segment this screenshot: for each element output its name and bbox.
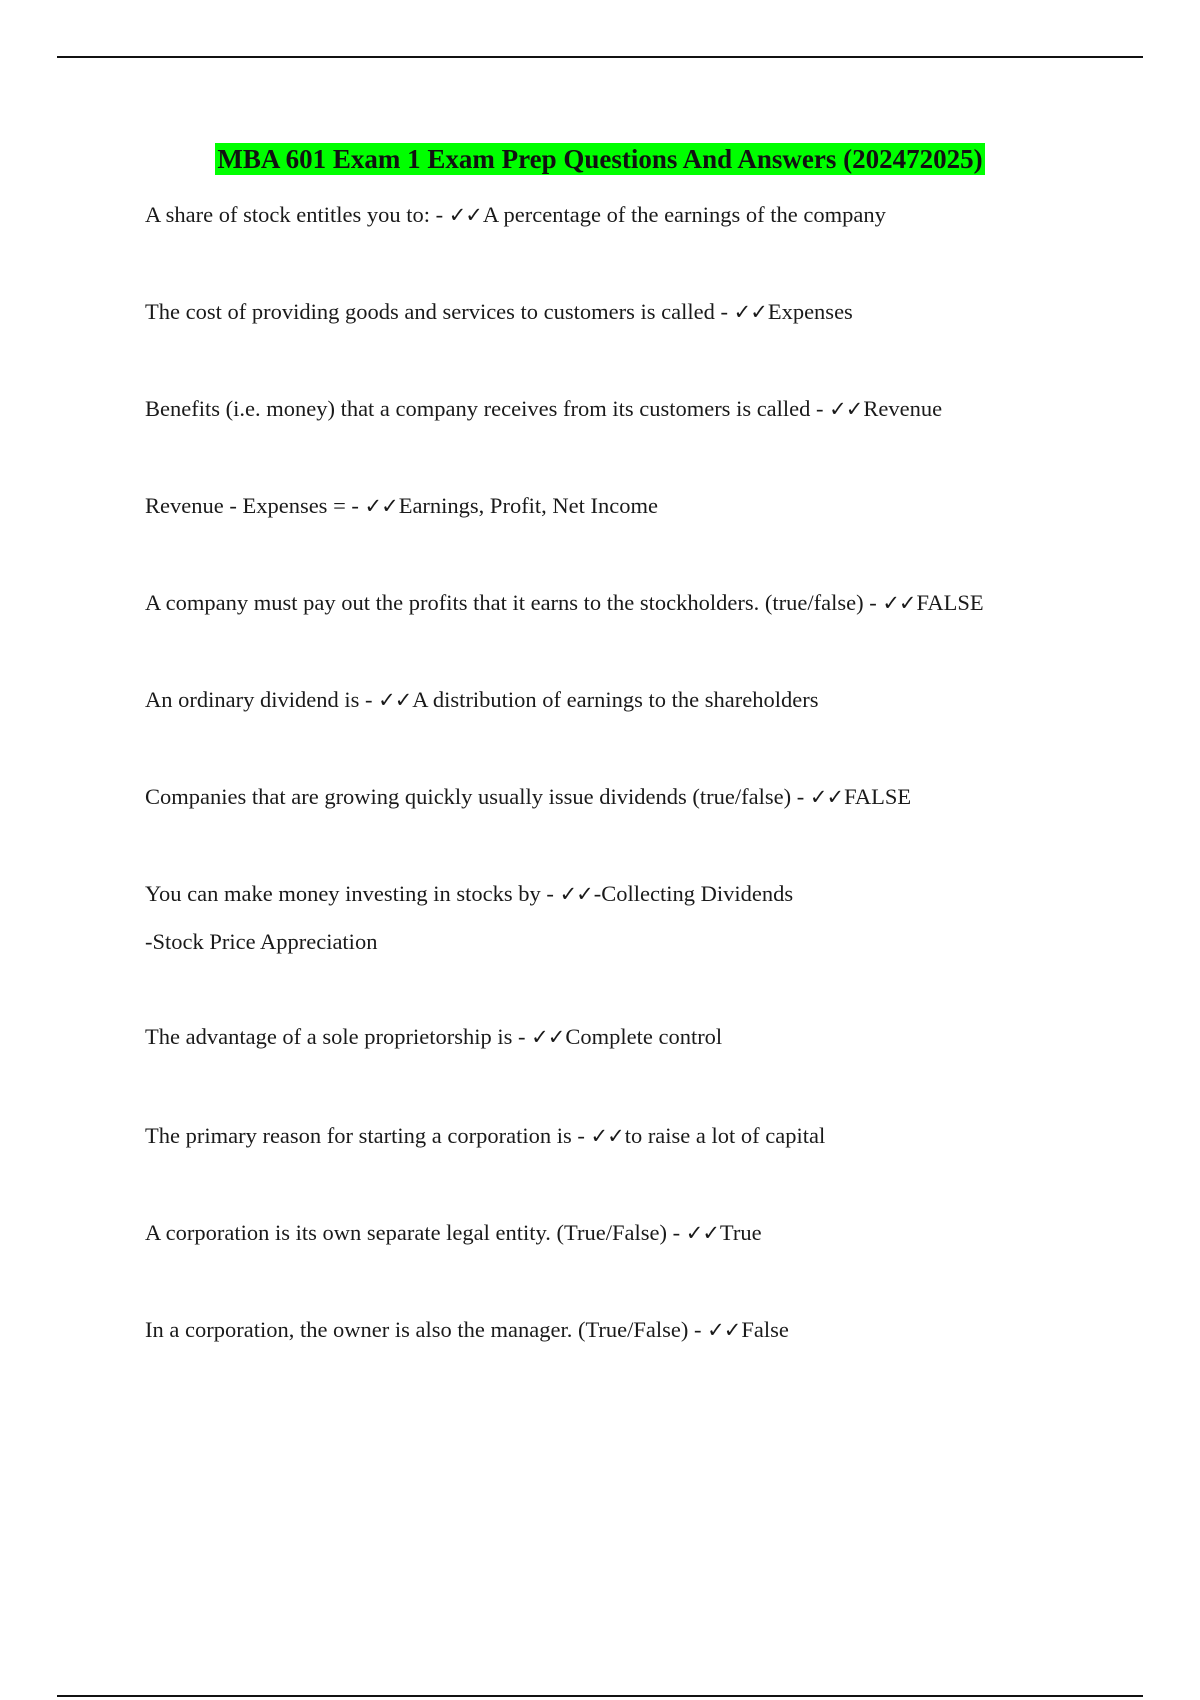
footer-rule xyxy=(57,1695,1143,1697)
answer-text: A distribution of earnings to the shareholders xyxy=(412,687,819,712)
question-text: Revenue - Expenses = - xyxy=(145,493,365,518)
qa-item xyxy=(145,880,1145,956)
document-title: MBA 601 Exam 1 Exam Prep Questions And Answers (202472025) xyxy=(217,144,983,174)
qa-item xyxy=(145,201,1145,229)
answer-text: A percentage of the earnings of the company xyxy=(482,202,886,227)
question-text: You can make money investing in stocks by - xyxy=(145,881,560,906)
answer-text: to raise a lot of capital xyxy=(624,1123,826,1148)
question-text: A company must pay out the profits that it earns to the stockholders. (true/false) - xyxy=(145,590,883,615)
question-text: In a corporation, the owner is also the manager. (True/False) - xyxy=(145,1317,708,1342)
answer-text: False xyxy=(741,1317,789,1342)
checkmark-icon: ✓✓ xyxy=(531,1025,565,1049)
checkmark-icon: ✓✓ xyxy=(809,785,844,809)
answer-text: Complete control xyxy=(565,1024,723,1049)
qa-item xyxy=(145,1316,1145,1344)
qa-item xyxy=(145,686,1145,714)
checkmark-icon: ✓✓ xyxy=(448,203,482,227)
qa-item xyxy=(145,1023,1145,1051)
answer-text: -Collecting Dividends xyxy=(593,881,794,906)
question-text: Companies that are growing quickly usually issue dividends (true/false) - xyxy=(145,784,810,809)
qa-item xyxy=(145,298,1145,326)
checkmark-icon: ✓✓ xyxy=(685,1221,719,1245)
qa-item xyxy=(145,395,1145,423)
answer-text: Earnings, Profit, Net Income xyxy=(398,493,659,518)
qa-item xyxy=(145,783,1145,811)
qa-item xyxy=(145,1219,1145,1247)
checkmark-icon: ✓✓ xyxy=(559,882,593,906)
qa-item xyxy=(145,1122,1145,1150)
checkmark-icon: ✓✓ xyxy=(829,397,863,421)
checkmark-icon: ✓✓ xyxy=(364,494,398,518)
title-container xyxy=(0,143,1200,175)
question-text: An ordinary dividend is - xyxy=(145,687,379,712)
header-rule xyxy=(57,56,1143,58)
qa-item xyxy=(145,492,1145,520)
qa-item xyxy=(145,589,1145,617)
checkmark-icon: ✓✓ xyxy=(882,591,916,615)
question-text: A corporation is its own separate legal entity. (True/False) - xyxy=(145,1220,686,1245)
question-text: The advantage of a sole proprietorship is - xyxy=(145,1024,532,1049)
answer-text: FALSE xyxy=(844,784,912,809)
answer-text-line2: -Stock Price Appreciation xyxy=(145,929,378,954)
checkmark-icon: ✓✓ xyxy=(590,1124,624,1148)
answer-text: True xyxy=(719,1220,762,1245)
question-text: The cost of providing goods and services to customers is called - xyxy=(145,299,734,324)
question-text: A share of stock entitles you to: - xyxy=(145,202,449,227)
checkmark-icon: ✓✓ xyxy=(378,688,412,712)
answer-text: Expenses xyxy=(767,299,853,324)
checkmark-icon: ✓✓ xyxy=(707,1318,741,1342)
question-text: Benefits (i.e. money) that a company receives from its customers is called - xyxy=(145,396,830,421)
checkmark-icon: ✓✓ xyxy=(733,300,767,324)
question-text: The primary reason for starting a corporation is - xyxy=(145,1123,591,1148)
answer-text: FALSE xyxy=(916,590,984,615)
answer-text: Revenue xyxy=(863,396,943,421)
